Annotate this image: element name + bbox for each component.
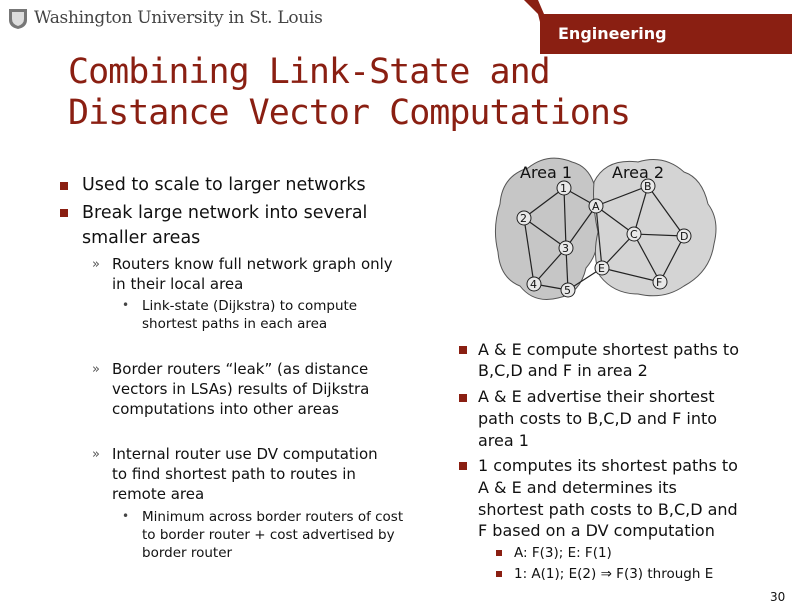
bullet-text: F based on a DV computation	[478, 521, 715, 540]
area-2-label: Area 2	[612, 163, 665, 182]
sub-bullet-text: vectors in LSAs) results of Dijkstra	[112, 380, 370, 398]
svg-text:D: D	[680, 230, 689, 243]
sub-sub-bullet-marker: •	[122, 298, 130, 312]
network-area-diagram	[488, 148, 728, 310]
area-1-label: Area 1	[520, 163, 573, 182]
router-node-2	[517, 211, 531, 225]
svg-text:B: B	[644, 180, 652, 193]
svg-text:E: E	[598, 262, 605, 275]
bullet-marker	[459, 346, 467, 354]
bullet-text: path costs to B,C,D and F into	[478, 409, 718, 428]
sub-bullet-text: computations into other areas	[112, 400, 339, 418]
bullet-text: smaller areas	[82, 228, 201, 248]
sub-sub-bullet-text: Link-state (Dijkstra) to compute	[142, 298, 358, 314]
bullet-text: 1 computes its shortest paths to	[478, 456, 738, 475]
router-node-5	[561, 283, 575, 297]
sub-bullet-text: Routers know full network graph only	[112, 255, 393, 273]
sub-bullet-marker: »	[92, 257, 100, 272]
router-node-3	[559, 241, 573, 255]
svg-text:A: A	[592, 200, 600, 213]
university-seal-icon	[8, 8, 28, 30]
sub-bullet-marker	[496, 550, 502, 556]
sub-sub-bullet-text: border router	[142, 545, 233, 561]
bullet-text: Used to scale to larger networks	[82, 175, 366, 195]
router-node-4	[527, 277, 541, 291]
svg-text:C: C	[630, 228, 638, 241]
bullet-text: shortest path costs to B,C,D and	[478, 500, 738, 519]
router-node-F	[653, 275, 667, 289]
bullet-text: Break large network into several	[82, 203, 368, 223]
sub-sub-bullet-text: shortest paths in each area	[142, 316, 328, 332]
sub-bullet-marker	[496, 571, 502, 577]
sub-sub-bullet-marker: •	[122, 509, 130, 523]
router-node-A	[589, 199, 603, 213]
page-number: 30	[770, 590, 786, 604]
bullet-text: B,C,D and F in area 2	[478, 361, 648, 380]
sub-bullet-text: Internal router use DV computation	[112, 445, 378, 463]
bullet-marker	[60, 182, 68, 190]
sub-bullet-text: remote area	[112, 485, 205, 503]
school-label: Engineering	[558, 24, 667, 43]
bullet-marker	[459, 462, 467, 470]
slide-title	[68, 52, 768, 134]
router-node-C	[627, 227, 641, 241]
bullet-text: A & E and determines its	[478, 478, 677, 497]
bullet-text: A & E compute shortest paths to	[478, 340, 739, 359]
router-node-1	[557, 181, 571, 195]
router-node-D	[677, 229, 691, 243]
sub-sub-bullet-text: to border router + cost advertised by	[142, 527, 395, 543]
bullet-text: A & E advertise their shortest	[478, 387, 715, 406]
svg-text:2: 2	[520, 212, 527, 225]
svg-text:3: 3	[562, 242, 569, 255]
svg-text:1: 1	[560, 182, 567, 195]
sub-bullet-marker: »	[92, 447, 100, 462]
bullet-marker	[459, 394, 467, 402]
sub-bullet-text: 1: A(1); E(2) ⇒ F(3) through E	[514, 566, 714, 582]
router-node-E	[595, 261, 609, 275]
sub-bullet-text: to find shortest path to routes in	[112, 465, 356, 483]
bullet-marker	[60, 209, 68, 217]
sub-bullet-text: in their local area	[112, 275, 244, 293]
svg-text:5: 5	[564, 284, 571, 297]
title-line-1: Combining Link-State and	[68, 52, 550, 92]
svg-text:4: 4	[530, 278, 537, 291]
header-bar	[0, 0, 792, 54]
sub-bullet-text: Border routers “leak” (as distance	[112, 360, 369, 378]
svg-text:F: F	[656, 276, 663, 289]
university-logo-text: Washington University in St. Louis	[34, 8, 323, 28]
sub-sub-bullet-text: Minimum across border routers of cost	[142, 509, 404, 525]
sub-bullet-text: A: F(3); E: F(1)	[514, 545, 612, 561]
bullet-text: area 1	[478, 431, 529, 450]
sub-bullet-marker: »	[92, 362, 100, 377]
title-line-2: Distance Vector Computations	[68, 93, 631, 133]
